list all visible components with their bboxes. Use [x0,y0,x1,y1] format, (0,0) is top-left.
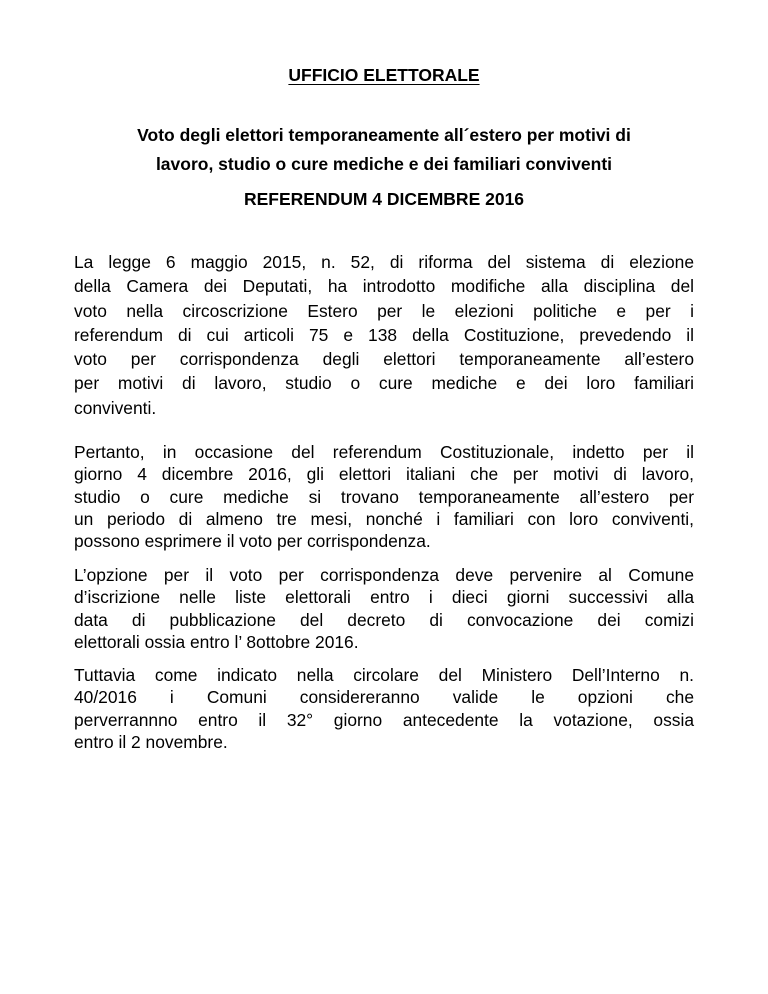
office-heading: UFFICIO ELETTORALE [288,65,480,85]
subtitle-line: Voto degli elettori temporaneamente all´estero per motivi di [137,125,631,145]
document-subtitle [74,121,694,179]
paragraph-line: studio o cure mediche si trovano temporaneamente all’estero per [74,486,694,507]
paragraph-line: referendum di cui articoli 75 e 138 della Costituzione, prevedendo il [74,324,694,345]
paragraph-line: elettorali ossia entro l’ 8ottobre 2016. [74,631,359,652]
paragraph-line: 40/2016 i Comuni considereranno valide le opzioni che [74,687,694,708]
paragraph-line: possono esprimere il voto per corrispondenza. [74,531,431,552]
paragraph-eligibility [74,441,694,552]
paragraph-line: per motivi di lavoro, studio o cure mediche e dei loro familiari [74,373,694,394]
paragraph-line: Pertanto, in occasione del referendum Costituzionale, indetto per il [74,442,694,462]
paragraph-deadline [74,564,694,653]
paragraph-line: conviventi. [74,397,157,418]
paragraph-law [74,250,694,420]
referendum-heading: REFERENDUM 4 DICEMBRE 2016 [243,189,525,209]
paragraph-line: voto per corrispondenza degli elettori temporaneamente all’estero [74,349,694,370]
paragraph-line: un periodo di almeno tre mesi, nonché i familiari con loro conviventi, [74,508,694,529]
paragraph-line: voto nella circoscrizione Estero per le elezioni politiche e per i [74,300,694,321]
paragraph-line: della Camera dei Deputati, ha introdotto modifiche alla disciplina del [74,276,694,297]
subtitle-line: lavoro, studio o cure mediche e dei familiari conviventi [155,154,613,174]
paragraph-line: data di pubblicazione del decreto di convocazione dei comizi [74,609,694,630]
paragraph-line: giorno 4 dicembre 2016, gli elettori italiani che per motivi di lavoro, [74,464,694,485]
paragraph-line: L’opzione per il voto per corrispondenza deve pervenire al Comune [74,565,694,585]
paragraph-extension [74,664,694,753]
paragraph-line: entro il 2 novembre. [74,731,228,752]
paragraph-line: d’iscrizione nelle liste elettorali entro i dieci giorni successivi alla [74,587,694,608]
paragraph-line: Tuttavia come indicato nella circolare del Ministero Dell’Interno n. [74,665,694,685]
paragraph-line: perverrannno entro il 32° giorno antecedente la votazione, ossia [74,709,694,730]
paragraph-line: La legge 6 maggio 2015, n. 52, di riforma del sistema di elezione [74,252,694,272]
